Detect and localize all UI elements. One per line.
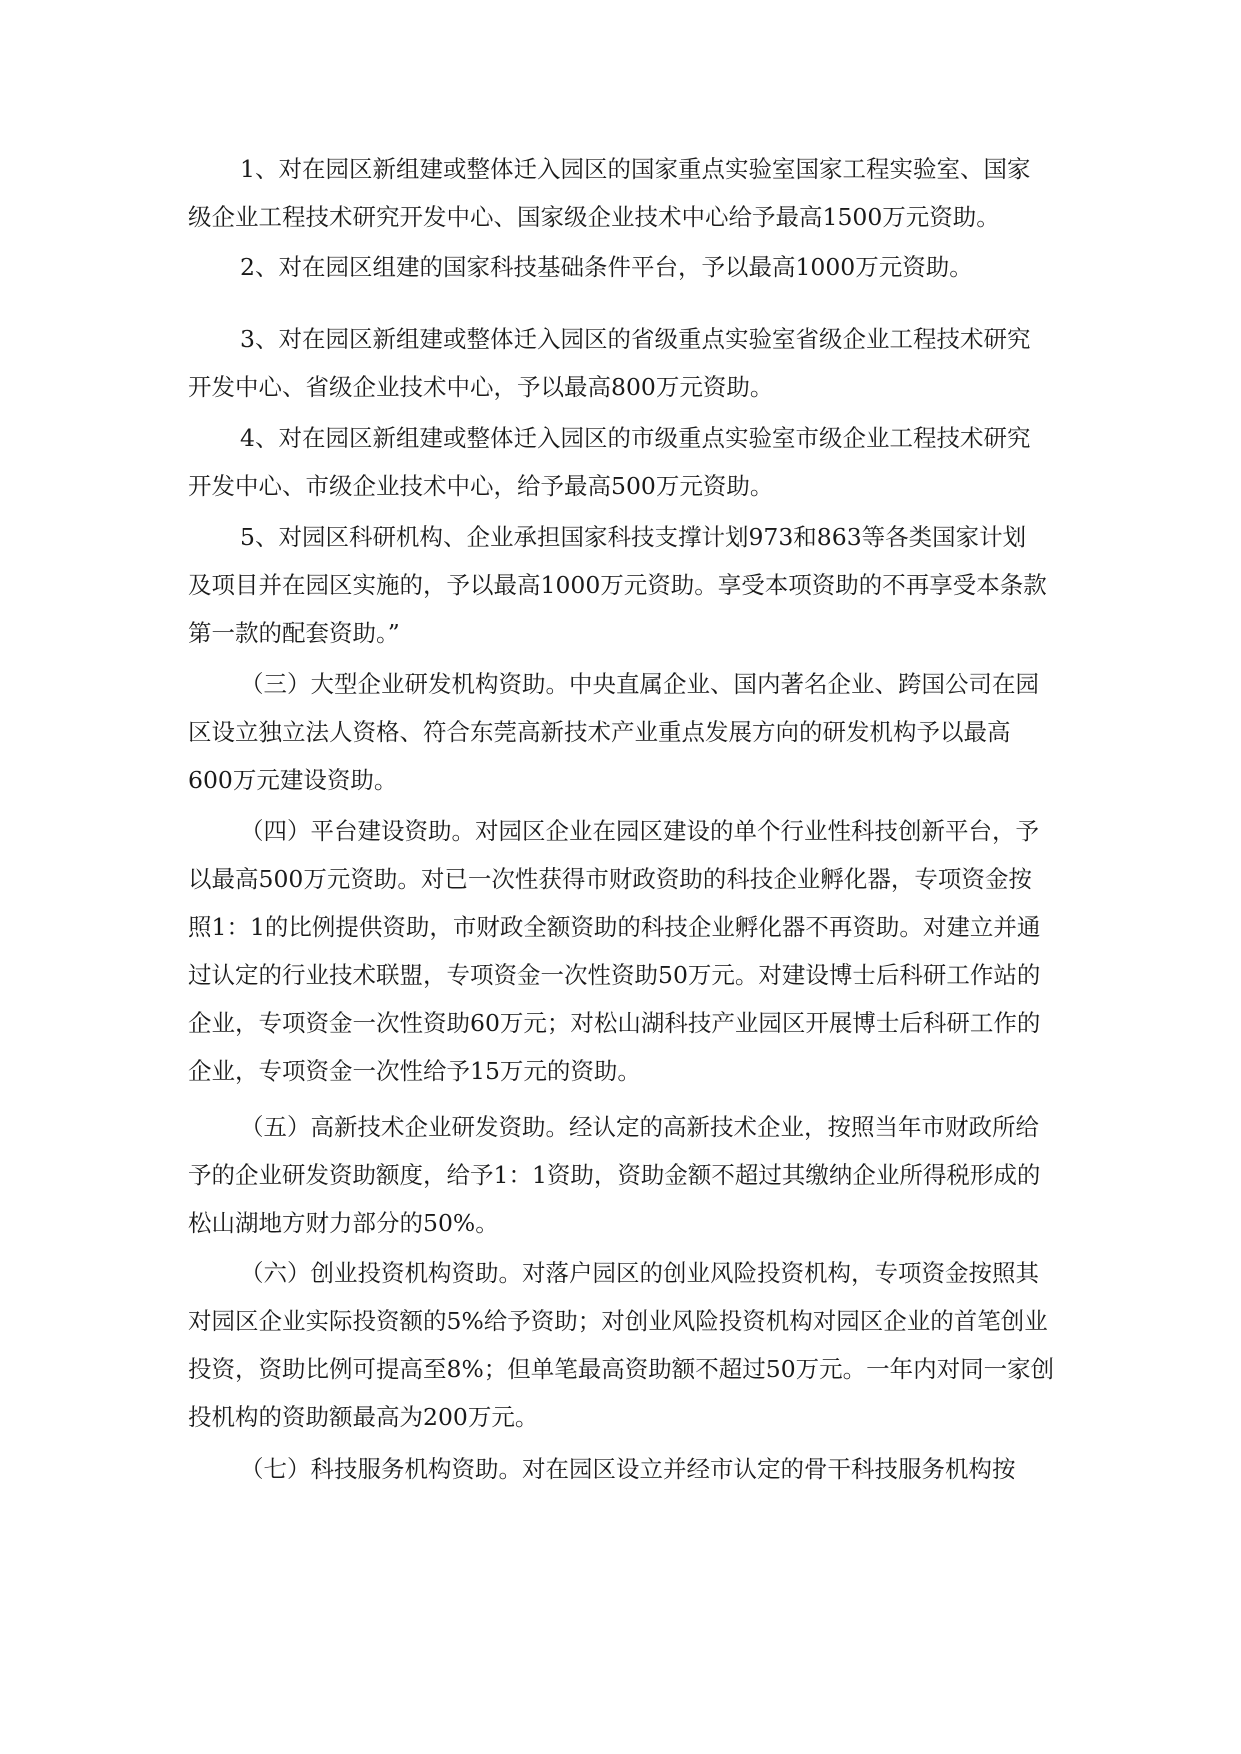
text-line: 企业，专项资金一次性资助60万元；对松山湖科技产业园区开展博士后科研工作的 xyxy=(188,1009,1041,1037)
paragraph-9 xyxy=(188,1249,1066,1441)
text-line: 第一款的配套资助。” xyxy=(188,619,400,647)
paragraph-4 xyxy=(188,414,1066,510)
text-line: 5、对园区科研机构、企业承担国家科技支撑计划973和863等各类国家计划 xyxy=(240,523,1027,551)
text-line: 600万元建设资助。 xyxy=(188,766,398,794)
paragraph-6 xyxy=(188,660,1066,804)
text-line: 级企业工程技术研究开发中心、国家级企业技术中心给予最高1500万元资助。 xyxy=(188,203,1000,231)
paragraph-7 xyxy=(188,807,1066,1095)
text-line: 2、对在园区组建的国家科技基础条件平台，予以最高1000万元资助。 xyxy=(240,253,973,281)
text-line: 照1：1的比例提供资助，市财政全额资助的科技企业孵化器不再资助。对建立并通 xyxy=(188,913,1041,941)
text-line: 投资，资助比例可提高至8%；但单笔最高资助额不超过50万元。一年内对同一家创 xyxy=(188,1355,1055,1383)
text-line: 企业，专项资金一次性给予15万元的资助。 xyxy=(188,1057,641,1085)
text-line: 4、对在园区新组建或整体迁入园区的市级重点实验室市级企业工程技术研究 xyxy=(240,424,1031,452)
paragraph-8 xyxy=(188,1103,1066,1247)
text-line: 及项目并在园区实施的，予以最高1000万元资助。享受本项资助的不再享受本条款 xyxy=(188,571,1047,599)
text-line: 以最高500万元资助。对已一次性获得市财政资助的科技企业孵化器，专项资金按 xyxy=(188,865,1032,893)
text-line: 开发中心、省级企业技术中心，予以最高800万元资助。 xyxy=(188,373,774,401)
paragraph-1 xyxy=(188,145,1066,241)
text-line: （六）创业投资机构资助。对落户园区的创业风险投资机构，专项资金按照其 xyxy=(240,1259,1039,1287)
text-line: 松山湖地方财力部分的50%。 xyxy=(188,1209,499,1237)
paragraph-10 xyxy=(188,1445,1066,1493)
text-line: 开发中心、市级企业技术中心，给予最高500万元资助。 xyxy=(188,472,774,500)
paragraph-3 xyxy=(188,315,1066,411)
text-line: （七）科技服务机构资助。对在园区设立并经市认定的骨干科技服务机构按 xyxy=(240,1455,1016,1483)
paragraph-2 xyxy=(188,243,1066,291)
text-line: （五）高新技术企业研发资助。经认定的高新技术企业，按照当年市财政所给 xyxy=(240,1113,1039,1141)
text-line: 予的企业研发资助额度，给予1：1资助，资助金额不超过其缴纳企业所得税形成的 xyxy=(188,1161,1041,1189)
text-line: 投机构的资助额最高为200万元。 xyxy=(188,1403,539,1431)
paragraph-5 xyxy=(188,513,1066,657)
text-line: 1、对在园区新组建或整体迁入园区的国家重点实验室国家工程实验室、国家 xyxy=(240,155,1031,183)
text-line: 区设立独立法人资格、符合东莞高新技术产业重点发展方向的研发机构予以最高 xyxy=(188,718,1011,746)
text-line: 对园区企业实际投资额的5%给予资助；对创业风险投资机构对园区企业的首笔创业 xyxy=(188,1307,1048,1335)
text-line: （三）大型企业研发机构资助。中央直属企业、国内著名企业、跨国公司在园 xyxy=(240,670,1039,698)
text-line: （四）平台建设资助。对园区企业在园区建设的单个行业性科技创新平台，予 xyxy=(240,817,1039,845)
text-line: 3、对在园区新组建或整体迁入园区的省级重点实验室省级企业工程技术研究 xyxy=(240,325,1031,353)
text-line: 过认定的行业技术联盟，专项资金一次性资助50万元。对建设博士后科研工作站的 xyxy=(188,961,1041,989)
